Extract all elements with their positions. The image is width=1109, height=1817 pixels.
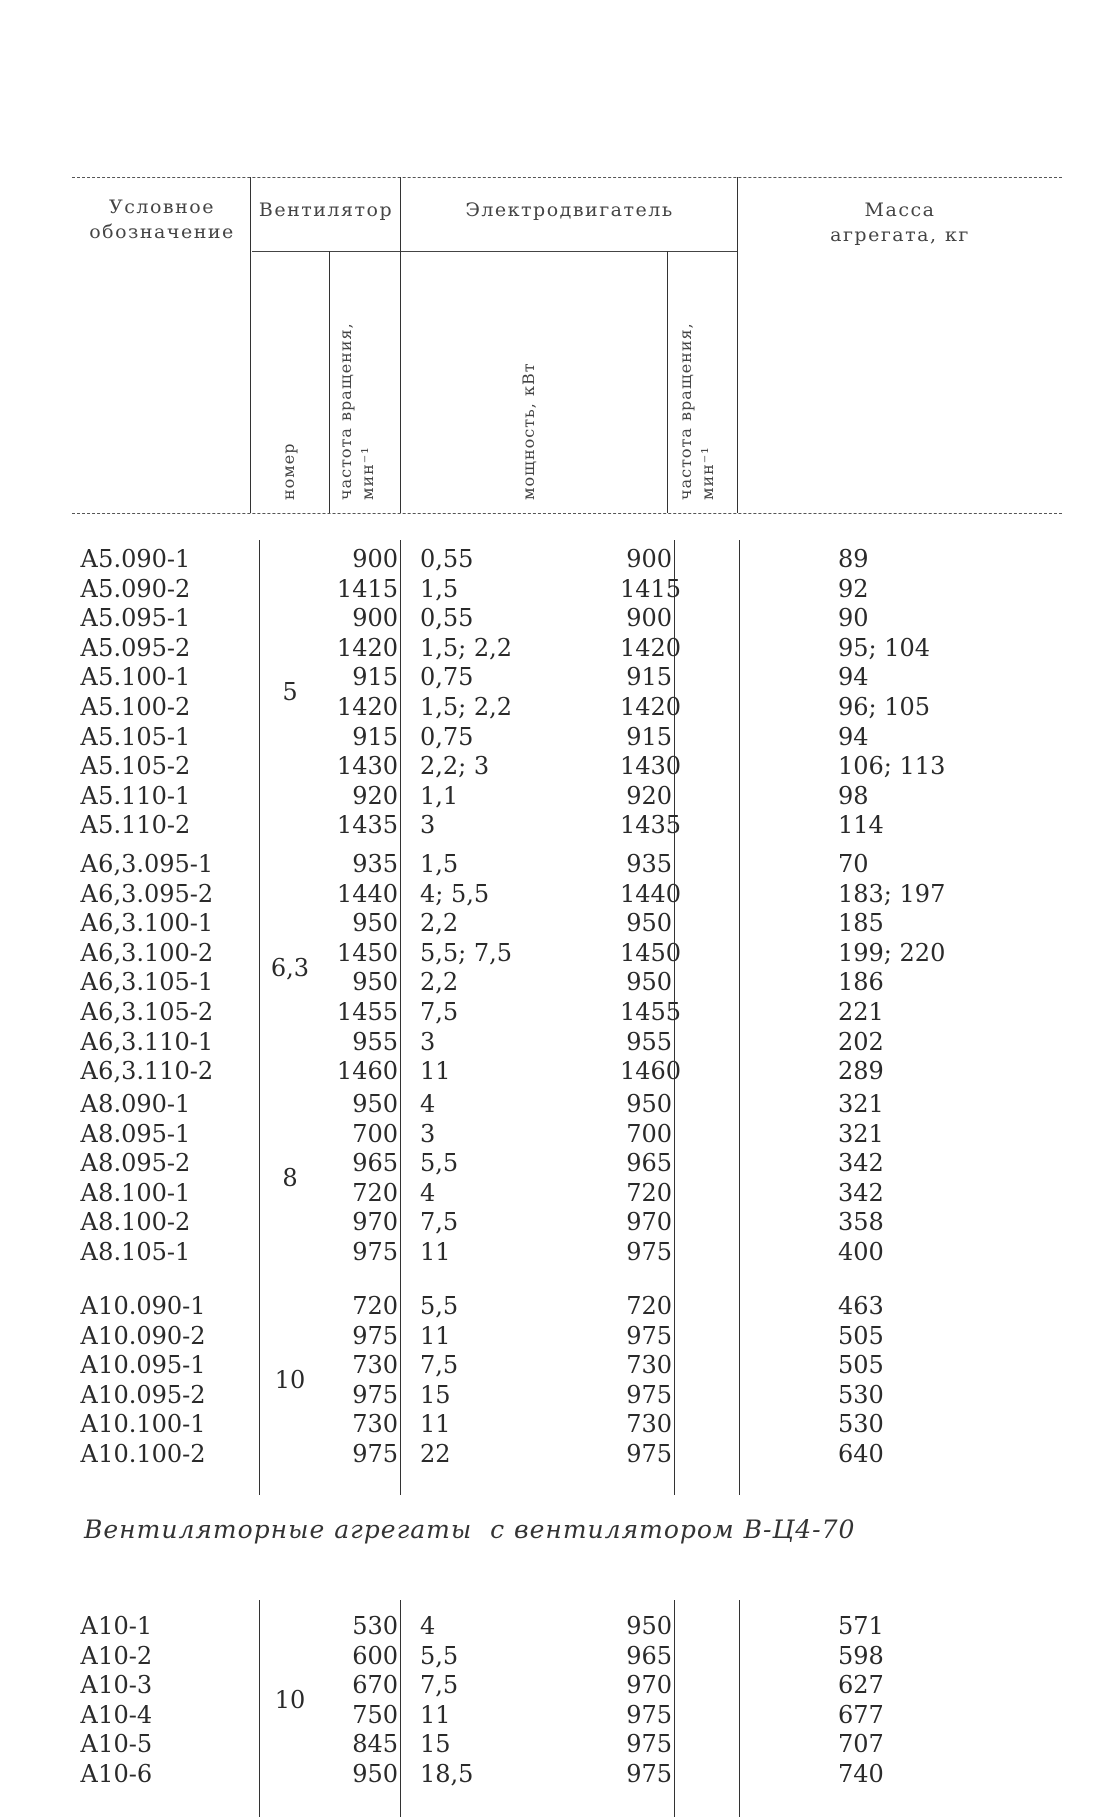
cell-motor-speed: 1420 xyxy=(620,693,682,721)
header-bottom-rule xyxy=(72,513,1062,514)
cell-motor-speed: 720 xyxy=(626,1178,672,1207)
cell-motor-speed: 1415 xyxy=(620,574,682,603)
cell-mass: 96; 105 xyxy=(838,693,931,721)
cell-mass: 640 xyxy=(838,1440,884,1468)
cell-motor-speed: 1435 xyxy=(620,811,682,840)
cell-motor-speed: 975 xyxy=(626,1440,672,1468)
cell-mass: 530 xyxy=(838,1380,884,1409)
cell-motor-speed: 935 xyxy=(626,850,672,878)
cell-mass: 571 xyxy=(838,1612,884,1640)
cell-mass: 740 xyxy=(838,1760,884,1788)
cell-designation: А10.100-1 xyxy=(80,1410,206,1439)
cell-motor-speed: 920 xyxy=(626,781,672,810)
cell-fan-speed: 750 xyxy=(352,1700,398,1729)
cell-mass: 505 xyxy=(838,1321,884,1350)
header-divider-4 xyxy=(667,251,668,513)
cell-motor-power: 15 xyxy=(420,1730,451,1759)
cell-designation: А5.090-1 xyxy=(80,545,191,573)
header-divider-3 xyxy=(400,177,401,513)
cell-designation: А10.090-2 xyxy=(80,1321,206,1350)
cell-mass: 221 xyxy=(838,998,884,1026)
cell-designation: А8.105-1 xyxy=(80,1238,191,1266)
cell-fan-speed: 900 xyxy=(352,604,398,633)
cell-designation: А10-1 xyxy=(80,1612,153,1640)
cell-fan-speed: 950 xyxy=(352,968,398,997)
cell-motor-power: 7,5 xyxy=(420,1208,459,1237)
cell-mass: 202 xyxy=(838,1027,884,1056)
cell-mass: 400 xyxy=(838,1238,884,1266)
cell-fan-speed: 720 xyxy=(352,1292,398,1320)
cell-motor-power: 1,5; 2,2 xyxy=(420,693,513,721)
cell-motor-speed: 1460 xyxy=(620,1057,682,1086)
body-divider-2 xyxy=(400,540,401,1495)
cell-motor-speed: 1430 xyxy=(620,752,682,781)
cell-motor-power: 5,5 xyxy=(420,1641,459,1670)
cell-mass: 186 xyxy=(838,968,884,997)
cell-motor-power: 4; 5,5 xyxy=(420,879,490,908)
cell-designation: А6,3.110-1 xyxy=(80,1027,214,1056)
cell-mass: 677 xyxy=(838,1700,884,1729)
cell-mass: 94 xyxy=(838,722,869,751)
cell-designation: А5.105-1 xyxy=(80,722,191,751)
fan-number-cell: 6,3 xyxy=(270,953,310,982)
cell-fan-speed: 920 xyxy=(352,781,398,810)
header-divider-1 xyxy=(250,177,251,513)
cell-motor-speed: 975 xyxy=(626,1760,672,1788)
cell-designation: А8.100-2 xyxy=(80,1208,191,1237)
s2-divider-2 xyxy=(400,1600,401,1817)
cell-motor-power: 4 xyxy=(420,1090,436,1118)
cell-mass: 114 xyxy=(838,811,884,840)
cell-motor-power: 11 xyxy=(420,1321,451,1350)
cell-motor-power: 7,5 xyxy=(420,1351,459,1380)
cell-motor-power: 1,5 xyxy=(420,850,459,878)
cell-mass: 89 xyxy=(838,545,869,573)
cell-mass: 95; 104 xyxy=(838,633,931,662)
cell-motor-speed: 1450 xyxy=(620,938,682,967)
cell-motor-power: 7,5 xyxy=(420,1671,459,1700)
cell-designation: А10.095-2 xyxy=(80,1380,206,1409)
cell-motor-speed: 950 xyxy=(626,968,672,997)
cell-fan-speed: 950 xyxy=(352,1090,398,1118)
body-divider-4 xyxy=(739,540,740,1495)
cell-designation: А10-4 xyxy=(80,1700,153,1729)
cell-motor-power: 0,75 xyxy=(420,722,474,751)
cell-fan-speed: 845 xyxy=(352,1730,398,1759)
cell-fan-speed: 1420 xyxy=(336,633,398,662)
cell-mass: 94 xyxy=(838,663,869,692)
cell-motor-speed: 900 xyxy=(626,604,672,633)
cell-motor-speed: 1420 xyxy=(620,633,682,662)
cell-motor-speed: 950 xyxy=(626,909,672,938)
cell-mass: 342 xyxy=(838,1178,884,1207)
cell-fan-speed: 700 xyxy=(352,1119,398,1148)
cell-designation: А10.100-2 xyxy=(80,1440,206,1468)
cell-motor-power: 0,75 xyxy=(420,663,474,692)
header-divider-5 xyxy=(737,177,738,513)
cell-fan-speed: 950 xyxy=(352,1760,398,1788)
cell-motor-power: 5,5 xyxy=(420,1292,459,1320)
cell-fan-speed: 975 xyxy=(352,1380,398,1409)
cell-mass: 321 xyxy=(838,1119,884,1148)
cell-motor-speed: 970 xyxy=(626,1671,672,1700)
cell-motor-speed: 730 xyxy=(626,1351,672,1380)
cell-mass: 321 xyxy=(838,1090,884,1118)
cell-fan-speed: 935 xyxy=(352,850,398,878)
cell-motor-power: 4 xyxy=(420,1612,436,1640)
cell-motor-speed: 700 xyxy=(626,1119,672,1148)
header-motor-speed: частота вращения, мин⁻¹ xyxy=(676,322,717,500)
cell-mass: 289 xyxy=(838,1057,884,1086)
fan-number-cell: 8 xyxy=(282,1164,298,1192)
cell-mass: 463 xyxy=(838,1292,884,1320)
cell-mass: 707 xyxy=(838,1730,884,1759)
header-sub-rule xyxy=(252,251,737,252)
cell-fan-speed: 600 xyxy=(352,1641,398,1670)
header-divider-2 xyxy=(329,251,330,513)
cell-designation: А6,3.105-2 xyxy=(80,998,214,1026)
cell-fan-speed: 530 xyxy=(352,1612,398,1640)
cell-designation: А10-5 xyxy=(80,1730,153,1759)
cell-fan-speed: 1460 xyxy=(336,1057,398,1086)
cell-designation: А5.105-2 xyxy=(80,752,191,781)
cell-motor-power: 3 xyxy=(420,1027,436,1056)
cell-mass: 70 xyxy=(838,850,869,878)
cell-motor-power: 1,5; 2,2 xyxy=(420,633,513,662)
cell-motor-power: 5,5; 7,5 xyxy=(420,938,513,967)
cell-motor-power: 11 xyxy=(420,1410,451,1439)
cell-designation: А6,3.110-2 xyxy=(80,1057,214,1086)
cell-motor-power: 18,5 xyxy=(420,1760,474,1788)
cell-mass: 505 xyxy=(838,1351,884,1380)
cell-mass: 627 xyxy=(838,1671,884,1700)
cell-motor-speed: 975 xyxy=(626,1730,672,1759)
cell-fan-speed: 955 xyxy=(352,1027,398,1056)
cell-motor-power: 11 xyxy=(420,1700,451,1729)
cell-fan-speed: 915 xyxy=(352,722,398,751)
cell-mass: 106; 113 xyxy=(838,752,946,781)
cell-fan-speed: 1435 xyxy=(336,811,398,840)
cell-motor-speed: 975 xyxy=(626,1380,672,1409)
cell-designation: А10-6 xyxy=(80,1760,153,1788)
cell-mass: 530 xyxy=(838,1410,884,1439)
cell-fan-speed: 1455 xyxy=(336,998,398,1026)
cell-motor-power: 3 xyxy=(420,1119,436,1148)
cell-fan-speed: 1415 xyxy=(336,574,398,603)
cell-motor-power: 0,55 xyxy=(420,545,474,573)
cell-designation: А5.095-2 xyxy=(80,633,191,662)
cell-motor-speed: 915 xyxy=(626,722,672,751)
cell-fan-speed: 1440 xyxy=(336,879,398,908)
cell-designation: А5.100-2 xyxy=(80,693,191,721)
cell-motor-power: 1,5 xyxy=(420,574,459,603)
cell-motor-speed: 975 xyxy=(626,1700,672,1729)
cell-designation: А5.090-2 xyxy=(80,574,191,603)
cell-fan-speed: 1420 xyxy=(336,693,398,721)
cell-designation: А5.095-1 xyxy=(80,604,191,633)
cell-fan-speed: 720 xyxy=(352,1178,398,1207)
header-motor: Электродвигатель xyxy=(465,199,674,221)
section-caption: Вентиляторные агрегаты с вентилятором В-Ц4-70 xyxy=(84,1515,856,1544)
header-fan: Вентилятор xyxy=(258,199,394,221)
header-mass: Масса агрегата, кг xyxy=(830,199,970,246)
cell-motor-power: 3 xyxy=(420,811,436,840)
cell-designation: А5.100-1 xyxy=(80,663,191,692)
cell-designation: А6,3.095-2 xyxy=(80,879,214,908)
cell-designation: А6,3.105-1 xyxy=(80,968,214,997)
header-fan-speed: частота вращения, мин⁻¹ xyxy=(336,322,377,500)
cell-mass: 92 xyxy=(838,574,869,603)
cell-motor-power: 7,5 xyxy=(420,998,459,1026)
cell-designation: А6,3.100-1 xyxy=(80,909,214,938)
cell-fan-speed: 970 xyxy=(352,1208,398,1237)
s2-divider-4 xyxy=(739,1600,740,1817)
cell-designation: А10.090-1 xyxy=(80,1292,206,1320)
cell-motor-power: 15 xyxy=(420,1380,451,1409)
cell-mass: 342 xyxy=(838,1149,884,1178)
cell-mass: 199; 220 xyxy=(838,938,946,967)
cell-designation: А5.110-2 xyxy=(80,811,191,840)
cell-designation: А6,3.095-1 xyxy=(80,850,214,878)
cell-motor-speed: 915 xyxy=(626,663,672,692)
cell-motor-speed: 1440 xyxy=(620,879,682,908)
cell-motor-power: 1,1 xyxy=(420,781,459,810)
cell-motor-power: 22 xyxy=(420,1440,451,1468)
cell-motor-speed: 965 xyxy=(626,1641,672,1670)
cell-fan-speed: 1450 xyxy=(336,938,398,967)
cell-designation: А8.090-1 xyxy=(80,1090,191,1118)
cell-fan-speed: 965 xyxy=(352,1149,398,1178)
cell-mass: 598 xyxy=(838,1641,884,1670)
cell-motor-power: 4 xyxy=(420,1178,436,1207)
cell-motor-speed: 1455 xyxy=(620,998,682,1026)
cell-designation: А10-3 xyxy=(80,1671,153,1700)
cell-fan-speed: 730 xyxy=(352,1410,398,1439)
cell-mass: 183; 197 xyxy=(838,879,946,908)
cell-fan-speed: 670 xyxy=(352,1671,398,1700)
cell-motor-speed: 975 xyxy=(626,1321,672,1350)
cell-designation: А6,3.100-2 xyxy=(80,938,214,967)
header-top-rule xyxy=(72,177,1062,178)
cell-designation: А8.095-2 xyxy=(80,1149,191,1178)
cell-motor-speed: 965 xyxy=(626,1149,672,1178)
header-designation: Условное обозначение xyxy=(89,196,235,243)
cell-mass: 358 xyxy=(838,1208,884,1237)
fan-number-cell: 5 xyxy=(282,678,298,707)
cell-motor-power: 5,5 xyxy=(420,1149,459,1178)
cell-fan-speed: 900 xyxy=(352,545,398,573)
s2-divider-3 xyxy=(674,1600,675,1817)
cell-motor-speed: 955 xyxy=(626,1027,672,1056)
fan-number-cell: 10 xyxy=(274,1686,306,1714)
cell-fan-speed: 1430 xyxy=(336,752,398,781)
cell-motor-power: 2,2 xyxy=(420,968,459,997)
header-motor-power: мощность, кВт xyxy=(519,362,538,500)
cell-motor-speed: 730 xyxy=(626,1410,672,1439)
cell-fan-speed: 975 xyxy=(352,1440,398,1468)
cell-motor-speed: 950 xyxy=(626,1090,672,1118)
cell-motor-power: 2,2 xyxy=(420,909,459,938)
cell-motor-speed: 970 xyxy=(626,1208,672,1237)
cell-fan-speed: 915 xyxy=(352,663,398,692)
cell-designation: А10.095-1 xyxy=(80,1351,206,1380)
cell-motor-speed: 900 xyxy=(626,545,672,573)
cell-designation: А5.110-1 xyxy=(80,781,191,810)
cell-motor-power: 2,2; 3 xyxy=(420,752,490,781)
cell-designation: А8.100-1 xyxy=(80,1178,191,1207)
cell-motor-speed: 975 xyxy=(626,1238,672,1266)
cell-motor-speed: 720 xyxy=(626,1292,672,1320)
cell-motor-speed: 950 xyxy=(626,1612,672,1640)
cell-motor-power: 11 xyxy=(420,1238,451,1266)
cell-mass: 90 xyxy=(838,604,869,633)
cell-fan-speed: 975 xyxy=(352,1238,398,1266)
header-fan-number: номер xyxy=(279,442,298,500)
cell-motor-power: 11 xyxy=(420,1057,451,1086)
cell-mass: 98 xyxy=(838,781,869,810)
cell-fan-speed: 730 xyxy=(352,1351,398,1380)
cell-mass: 185 xyxy=(838,909,884,938)
cell-designation: А8.095-1 xyxy=(80,1119,191,1148)
cell-designation: А10-2 xyxy=(80,1641,153,1670)
cell-fan-speed: 975 xyxy=(352,1321,398,1350)
fan-number-cell: 10 xyxy=(274,1366,306,1394)
cell-fan-speed: 950 xyxy=(352,909,398,938)
cell-motor-power: 0,55 xyxy=(420,604,474,633)
